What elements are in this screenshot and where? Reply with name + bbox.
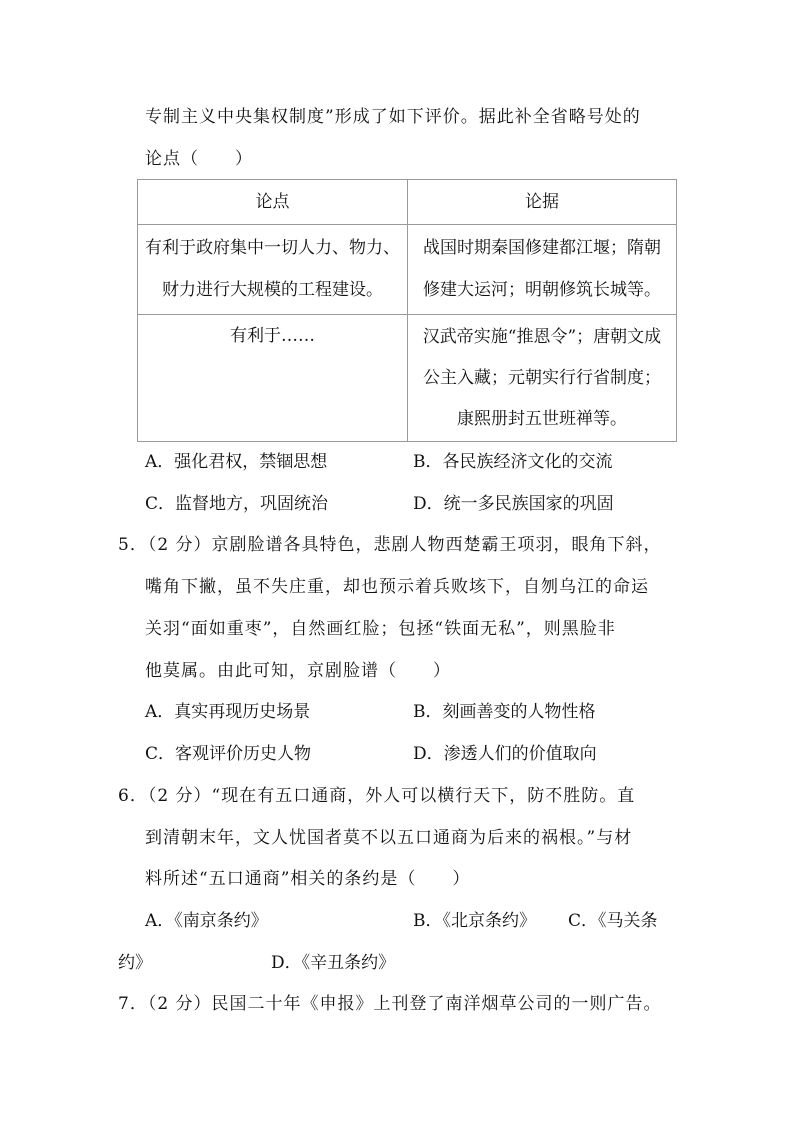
q5-option-d[interactable]: D．渗透人们的价值取向: [413, 744, 597, 764]
q6-stem-line-2: 到清朝末年，文人忧国者莫不以五口通商为后来的祸根。”与材: [145, 828, 633, 848]
row2-evidence-line-2: 公主入藏；元朝实行行省制度；: [423, 368, 661, 388]
row2-point-line-1: 有利于……: [230, 326, 315, 346]
row1-point-line-2: 财力进行大规模的工程建设。: [162, 280, 383, 300]
q6-option-d[interactable]: D．《辛丑条约》: [271, 953, 396, 973]
q5-stem-line-3: 关羽“面如重枣”，自然画红脸；包拯“铁面无私”，则黑脸非: [145, 619, 616, 639]
row1-evidence-line-1: 战国时期秦国修建都江堰；隋朝: [423, 238, 661, 258]
table-row: [138, 225, 677, 315]
q4-stem-line-1: 专制主义中央集权制度”形成了如下评价。据此补全省略号处的: [145, 107, 641, 127]
q5-stem-line-1: 5．（2 分）京剧脸谱各具特色，悲剧人物西楚霸王项羽，眼角下斜，: [118, 535, 662, 555]
q6-stem-line-1: 6．（2 分）“现在有五口通商，外人可以横行天下，防不胜防。直: [118, 786, 636, 806]
table-row: [138, 315, 677, 442]
row1-evidence: [408, 225, 677, 315]
row1-evidence-line-2: 修建大运河；明朝修筑长城等。: [423, 280, 661, 300]
row1-point-line-1: 有利于政府集中一切人力、物力、: [145, 238, 400, 258]
q5-stem-line-4: 他莫属。由此可知，京剧脸谱（ ）: [145, 661, 451, 681]
q5-option-a[interactable]: A．真实再现历史场景: [145, 702, 311, 722]
q6-option-c-continued: 约》: [118, 953, 152, 973]
q4-stem-line-2: 论点（ ）: [145, 149, 253, 169]
q5-option-b[interactable]: B．刻画善变的人物性格: [413, 702, 596, 722]
row1-point: [138, 225, 408, 315]
q6-option-b[interactable]: B．《北京条约》: [413, 911, 536, 931]
row2-evidence-line-3: 康熙册封五世班禅等。: [457, 409, 627, 429]
row2-evidence-line-1: 汉武帝实施“推恩令”；唐朝文成: [422, 327, 662, 347]
table-header-row: [138, 180, 677, 225]
q4-option-a[interactable]: A．强化君权，禁锢思想: [145, 452, 328, 472]
header-point: 论点: [138, 180, 408, 225]
q4-option-c[interactable]: C．监督地方，巩固统治: [145, 494, 329, 514]
q7-stem-line-1: 7．（2 分）民国二十年《申报》上刊登了南洋烟草公司的一则广告。: [118, 994, 662, 1014]
q6-stem-line-3: 料所述“五口通商”相关的条约是（ ）: [145, 869, 471, 889]
q6-option-a[interactable]: A．《南京条约》: [145, 911, 268, 931]
header-evidence: 论据: [408, 180, 677, 225]
q4-option-b[interactable]: B．各民族经济文化的交流: [413, 452, 613, 472]
q6-option-c[interactable]: C．《马关条: [568, 911, 658, 931]
q5-option-c[interactable]: C．客观评价历史人物: [145, 744, 312, 764]
row2-evidence: [408, 315, 677, 442]
q4-option-d[interactable]: D．统一多民族国家的巩固: [413, 494, 614, 514]
q5-stem-line-2: 嘴角下撇，虽不失庄重，却也预示着兵败垓下，自刎乌江的命运: [145, 577, 649, 597]
row2-point: [138, 315, 408, 442]
argument-evidence-table: [137, 179, 677, 442]
